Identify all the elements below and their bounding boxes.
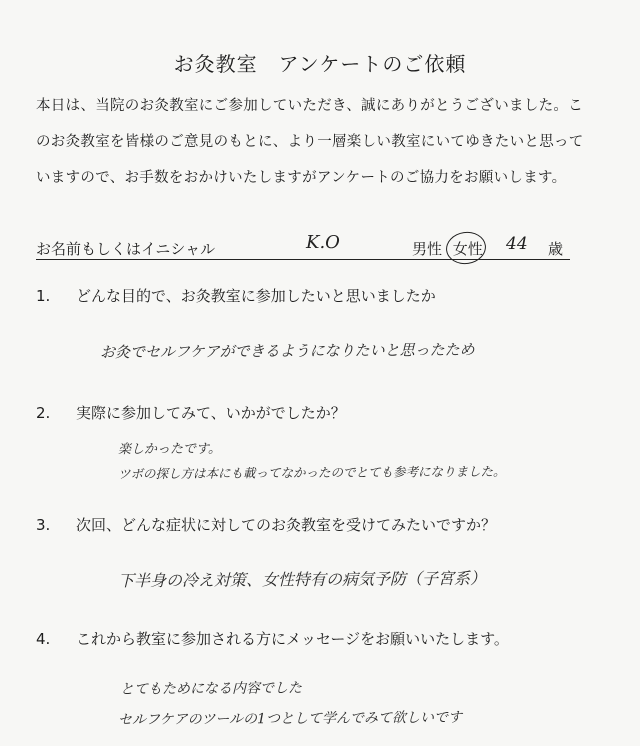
gender-female-circled: 女性: [452, 240, 483, 258]
intro-line: のお灸教室を皆様のご意見のもとに、より一層楽しい教室にいてゆきたいと思って: [36, 134, 584, 150]
page-title: お灸教室 アンケートのご依頼: [173, 52, 467, 76]
question-1: [36, 285, 436, 306]
question-3: [36, 514, 496, 535]
respondent-underline: [36, 259, 570, 260]
question-text: 次回、どんな症状に対してのお灸教室を受けてみたいですか？: [76, 516, 497, 534]
intro-line: いますので、お手数をおかけいたしますがアンケートのご協力をお願いします。: [36, 170, 567, 186]
intro-line: 本日は、当院のお灸教室にご参加していただき、誠にありがとうございました。こ: [36, 98, 584, 114]
intro-paragraph: [36, 88, 616, 196]
question-text: これから教室に参加される方にメッセージをお願いいたします。: [76, 630, 509, 648]
answer-3-line-1: 下半身の冷え対策、女性特有の病気予防（子宮系）: [117, 568, 487, 591]
answer-4-line-1: とてもためになる内容でした: [119, 680, 303, 698]
answer-4-line-2: セルフケアのツールの1つとして学んでみて欲しいです: [117, 709, 462, 729]
answer-2-line-2: ツボの探し方は本にも載ってなかったのでとても参考になりました。: [117, 463, 506, 482]
gender-male: 男性: [412, 240, 443, 258]
question-2: [36, 402, 346, 423]
question-4: [36, 628, 509, 649]
answer-1-line-1: お灸でセルフケアができるようになりたいと思ったため: [99, 340, 475, 362]
question-number: 1.: [36, 287, 51, 305]
question-text: どんな目的で、お灸教室に参加したいと思いましたか: [76, 287, 436, 305]
gender-options: [412, 238, 485, 259]
age-value: 44: [506, 234, 528, 254]
answer-2-line-1: 楽しかったです。: [117, 441, 222, 458]
question-number: 3.: [36, 516, 51, 534]
name-value: K.O: [306, 232, 340, 253]
age-unit: 歳: [548, 240, 564, 258]
question-text: 実際に参加してみて、いかがでしたか？: [76, 404, 346, 422]
question-number: 4.: [36, 630, 51, 648]
name-label: お名前もしくはイニシャル: [36, 240, 216, 258]
respondent-row: [36, 232, 570, 260]
question-number: 2.: [36, 404, 51, 422]
